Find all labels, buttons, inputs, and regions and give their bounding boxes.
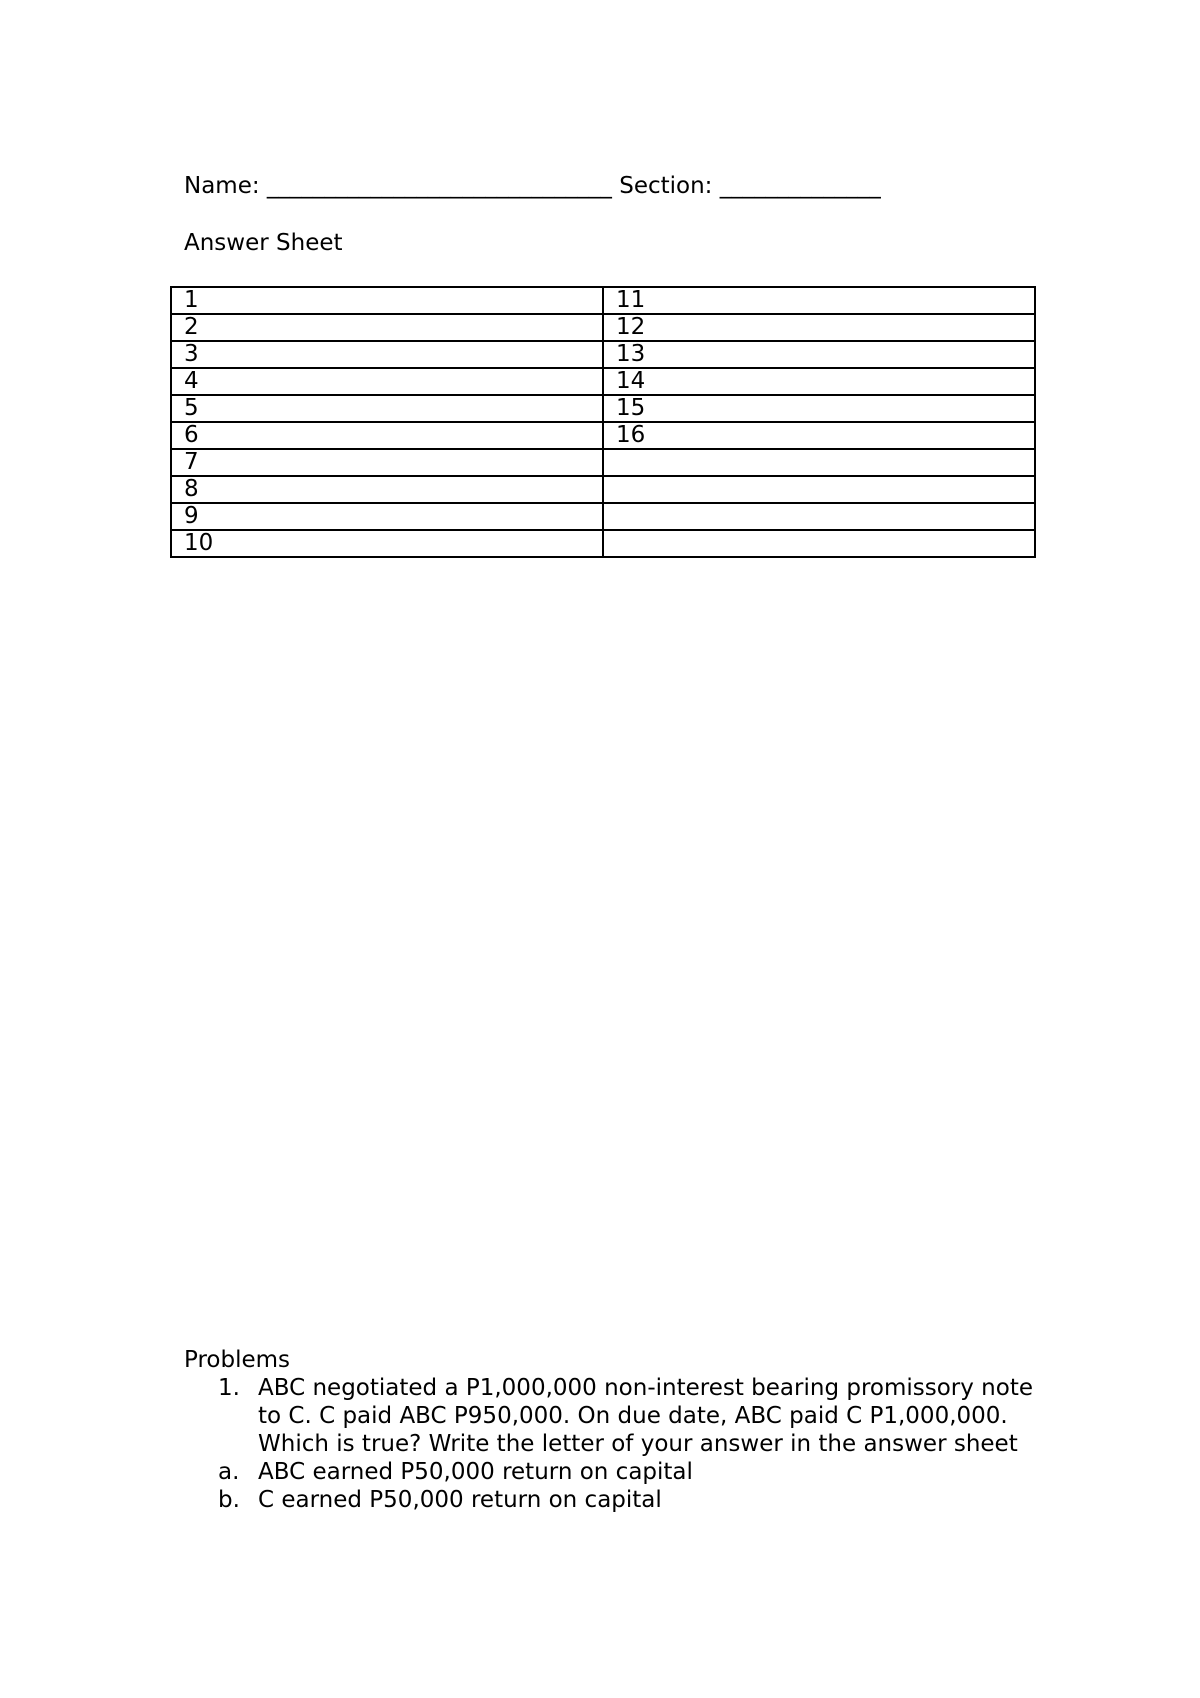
answer-cell[interactable]: 1 [171, 287, 603, 314]
section-blank[interactable]: ______________ [719, 173, 881, 199]
table-row [171, 314, 1035, 341]
answer-cell[interactable]: 7 [171, 449, 603, 476]
answer-cell[interactable] [603, 476, 1035, 503]
choice-letter: a. [218, 1459, 240, 1485]
section-label: Section: [619, 173, 713, 199]
answer-sheet-title: Answer Sheet [184, 230, 343, 256]
answer-cell[interactable]: 5 [171, 395, 603, 422]
answer-cell[interactable]: 14 [603, 368, 1035, 395]
table-row [171, 449, 1035, 476]
name-blank[interactable]: ______________________________ [266, 173, 612, 199]
answer-cell[interactable]: 13 [603, 341, 1035, 368]
answer-cell[interactable]: 8 [171, 476, 603, 503]
answer-cell[interactable]: 15 [603, 395, 1035, 422]
answer-cell[interactable]: 16 [603, 422, 1035, 449]
problems-heading: Problems [184, 1347, 291, 1373]
table-row [171, 530, 1035, 557]
answer-cell[interactable]: 2 [171, 314, 603, 341]
choice-text: ABC earned P50,000 return on capital [258, 1459, 693, 1485]
table-row [171, 368, 1035, 395]
problem-number: 1. [218, 1375, 240, 1401]
table-row [171, 422, 1035, 449]
choice-letter: b. [218, 1487, 240, 1513]
problem-text: ABC negotiated a P1,000,000 non-interest bearing promissory note to C. C paid ABC P950,000. On due date, ABC paid C P1,000,000. Which is true? Write the letter of your answer in the answer sheet [258, 1375, 1034, 1457]
answer-cell[interactable]: 6 [171, 422, 603, 449]
answer-cell[interactable] [603, 503, 1035, 530]
choice-item [218, 1458, 1054, 1486]
choice-text: C earned P50,000 return on capital [258, 1487, 662, 1513]
table-row [171, 476, 1035, 503]
problem-item [218, 1374, 1054, 1458]
answer-cell[interactable] [603, 449, 1035, 476]
table-row [171, 287, 1035, 314]
answer-cell[interactable]: 3 [171, 341, 603, 368]
table-row [171, 395, 1035, 422]
table-row [171, 341, 1035, 368]
answer-table [170, 286, 1036, 558]
problems-section [184, 1346, 1054, 1514]
answer-cell[interactable]: 12 [603, 314, 1035, 341]
answer-cell[interactable]: 10 [171, 530, 603, 557]
choice-item [218, 1486, 1054, 1514]
answer-cell[interactable]: 9 [171, 503, 603, 530]
header-line [184, 172, 881, 200]
answer-cell[interactable]: 11 [603, 287, 1035, 314]
name-label: Name: [184, 173, 260, 199]
table-row [171, 503, 1035, 530]
answer-cell[interactable] [603, 530, 1035, 557]
answer-cell[interactable]: 4 [171, 368, 603, 395]
